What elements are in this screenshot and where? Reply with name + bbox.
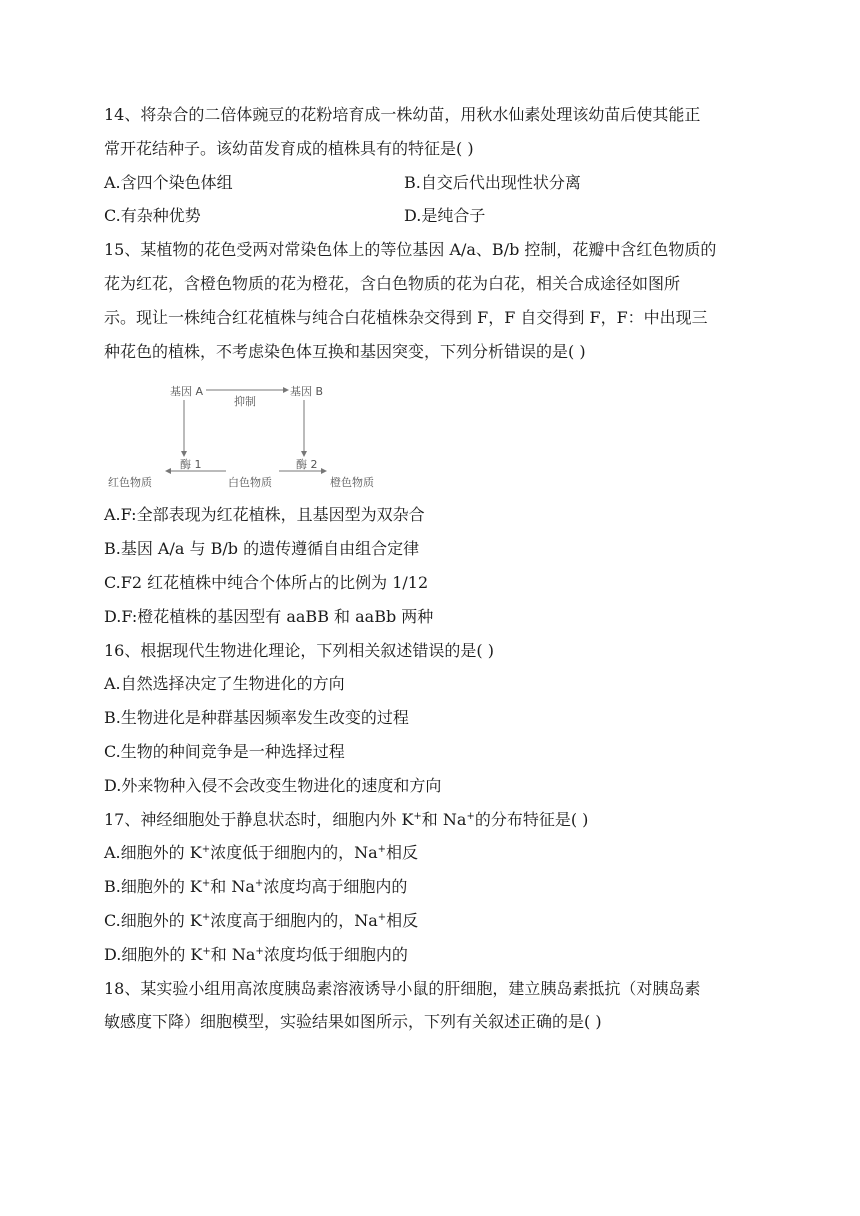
enzyme2-label: 酶 2: [296, 458, 318, 472]
gene-b-label: 基因 B: [290, 385, 324, 399]
stem-text: 和 Na: [421, 809, 467, 829]
option-b: B.自交后代出现性状分离: [404, 172, 581, 192]
option-c: C.生物的种间竞争是一种选择过程: [104, 741, 345, 761]
question-stem: 种花色的植株，不考虑染色体互换和基因突变，下列分析错误的是( ): [104, 341, 586, 361]
question-stem: [104, 803, 764, 837]
option-text: B.细胞外的 K: [104, 877, 202, 897]
option-c: C.F2 红花植株中纯合个体所占的比例为 1/12: [104, 572, 429, 592]
option-d: D.F:橙花植株的基因型有 aaBB 和 aaBb 两种: [104, 606, 434, 626]
superscript: +: [377, 844, 387, 856]
option-c: C.有杂种优势: [104, 206, 201, 226]
superscript: +: [202, 945, 211, 957]
superscript: +: [254, 878, 264, 890]
superscript: +: [201, 878, 211, 890]
question-stem: 敏感度下降）细胞模型，实验结果如图所示，下列有关叙述正确的是( ): [104, 1012, 602, 1032]
option-c: [104, 904, 764, 938]
option-a: A.F:全部表现为红花植株，且基因型为双杂合: [104, 505, 425, 525]
option-row: [104, 199, 764, 233]
inhibit-label: 抑制: [234, 395, 256, 409]
superscript: +: [255, 945, 264, 957]
red-substance-label: 红色物质: [108, 476, 152, 490]
question-16: [104, 634, 764, 803]
option-row: [104, 166, 764, 200]
question-stem: 常开花结种子。该幼苗发育成的植株具有的特征是( ): [104, 138, 474, 158]
gene-a-label: 基因 A: [170, 385, 204, 399]
option-b: B.生物进化是种群基因频率发生改变的过程: [104, 708, 409, 728]
white-substance-label: 白色物质: [228, 476, 272, 490]
superscript: +: [413, 810, 422, 822]
option-a: [104, 836, 764, 870]
option-a: A.含四个染色体组: [104, 172, 233, 192]
question-stem: 示。现让一株纯合红花植株与纯合白花植株杂交得到 F，F 自交得到 F，F：中出现三: [104, 307, 708, 327]
superscript: +: [466, 810, 475, 822]
stem-text: 17、神经细胞处于静息状态时，细胞内外 K: [104, 809, 414, 829]
option-a: A.自然选择决定了生物进化的方向: [104, 674, 345, 694]
option-text: 相反: [386, 843, 419, 863]
question-18: [104, 972, 764, 1040]
option-text: D.细胞外的 K: [104, 944, 203, 964]
option-text: 浓度高于细胞内的，Na: [210, 910, 378, 930]
question-stem: 16、根据现代生物进化理论，下列相关叙述错误的是( ): [104, 640, 494, 660]
option-b: [104, 870, 764, 904]
option-text: A.细胞外的 K: [104, 843, 202, 863]
question-stem: 15、某植物的花色受两对常染色体上的等位基因 A/a、B/b 控制，花瓣中含红色物质的: [104, 240, 717, 260]
stem-text: 的分布特征是( ): [474, 809, 589, 829]
option-text: 浓度低于细胞内的，Na: [210, 843, 378, 863]
option-text: 浓度均低于细胞内的: [263, 944, 408, 964]
option-text: 和 Na: [210, 944, 256, 964]
enzyme1-label: 酶 1: [180, 458, 202, 472]
question-stem: 14、将杂合的二倍体豌豆的花粉培育成一株幼苗，用秋水仙素处理该幼苗后使其能正: [104, 105, 701, 124]
option-d: D.是纯合子: [404, 206, 486, 226]
superscript: +: [201, 844, 211, 856]
option-text: 相反: [386, 910, 419, 930]
question-stem: 18、某实验小组用高浓度胰岛素溶液诱导小鼠的肝细胞，建立胰岛素抵抗（对胰岛素: [104, 978, 701, 998]
question-15: [104, 233, 764, 633]
question-14: [104, 98, 764, 233]
orange-substance-label: 橙色物质: [330, 476, 374, 490]
option-b: B.基因 A/a 与 B/b 的遗传遵循自由组合定律: [104, 539, 420, 559]
superscript: +: [377, 911, 387, 923]
pathway-diagram: [104, 368, 394, 498]
option-text: 浓度均高于细胞内的: [263, 877, 408, 897]
option-text: 和 Na: [210, 877, 255, 897]
superscript: +: [201, 911, 211, 923]
option-d: [104, 938, 764, 972]
question-stem: 花为红花，含橙色物质的花为橙花，含白色物质的花为白花，相关合成途径如图所: [104, 273, 681, 293]
question-17: [104, 803, 764, 972]
exam-page: [104, 98, 764, 1039]
option-d: D.外来物种入侵不会改变生物进化的速度和方向: [104, 775, 442, 795]
option-text: C.细胞外的 K: [104, 910, 202, 930]
